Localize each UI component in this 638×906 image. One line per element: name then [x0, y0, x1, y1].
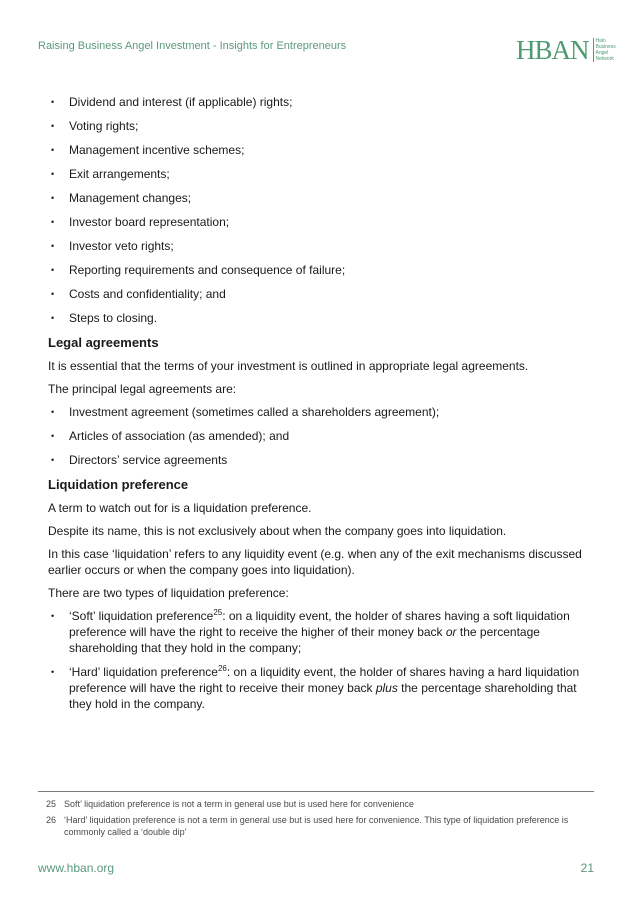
liquidation-paragraph: A term to watch out for is a liquidation preference.: [48, 501, 312, 515]
list-item: • Investment agreement (sometimes called a shareholders agreement);: [48, 404, 598, 420]
terms-list: [48, 94, 598, 326]
list-item: • Investor veto rights;: [48, 238, 598, 254]
footnote-text: ‘Hard’ liquidation preference is not a term in general use but is used here for convenience. This type of liquidation preference is commonly called a ‘double dip’: [64, 815, 569, 837]
emphasis: or: [445, 625, 457, 639]
footnotes: [38, 791, 594, 842]
hard-preference-text: the percentage shareholding that they hold in the company.: [69, 681, 577, 711]
running-header: Raising Business Angel Investment - Insights for Entrepreneurs: [38, 40, 347, 52]
list-item: • Dividend and interest (if applicable) rights;: [48, 94, 598, 110]
website-link[interactable]: www.hban.org: [38, 861, 115, 875]
logo-subtitle: [593, 38, 616, 62]
list-item: • Management changes;: [48, 190, 598, 206]
liquidation-paragraph: There are two types of liquidation preference:: [48, 586, 289, 600]
legal-agreements-heading: Legal agreements: [48, 335, 159, 350]
list-item: • Steps to closing.: [48, 310, 598, 326]
soft-preference-label: ‘Soft’ liquidation preference: [69, 609, 214, 623]
legal-paragraph: It is essential that the terms of your investment is outlined in appropriate legal agreements.: [48, 359, 529, 373]
liquidation-paragraph: In this case ‘liquidation’ refers to any liquidity event (e.g. when any of the exit mechanisms discussed earlier occurs or when the company goes into liquidation).: [48, 547, 582, 577]
liquidation-preference-heading: Liquidation preference: [48, 477, 189, 492]
footnote-number: 26: [46, 815, 57, 825]
liquidation-types-list: [48, 608, 598, 712]
list-item: • Directors’ service agreements: [48, 452, 598, 468]
list-item: • Costs and confidentiality; and: [48, 286, 598, 302]
emphasis: plus: [375, 681, 398, 695]
list-item: • Exit arrangements;: [48, 166, 598, 182]
footnote-ref: 26: [217, 664, 227, 673]
footnote: [38, 814, 594, 838]
list-item: • Reporting requirements and consequence of failure;: [48, 262, 598, 278]
soft-preference-text: the percentage shareholding that they hold in the company;: [69, 625, 540, 655]
logo-wordmark: HBAN: [516, 35, 589, 65]
hard-preference-item: [48, 664, 598, 712]
footnote-ref: 25: [213, 608, 223, 617]
legal-paragraph: The principal legal agreements are:: [48, 382, 237, 396]
legal-agreements-list: [48, 404, 598, 468]
footnote-text: Soft’ liquidation preference is not a term in general use but is used here for convenience: [64, 799, 414, 809]
soft-preference-text: : on a liquidity event, the holder of shares having a soft liquidation preference will have the right to receive the higher of their money back: [69, 609, 570, 639]
logo-line: Halo: [595, 38, 606, 44]
hard-preference-text: : on a liquidity event, the holder of shares having a hard liquidation preference will have the right to receive their money back: [69, 665, 580, 695]
footnote: [38, 798, 594, 810]
hard-preference-label: ‘Hard’ liquidation preference: [69, 665, 218, 679]
hban-logo: [516, 36, 616, 64]
list-item: • Management incentive schemes;: [48, 142, 598, 158]
list-item: • Articles of association (as amended); and: [48, 428, 598, 444]
soft-preference-item: [48, 608, 598, 656]
logo-line: Angel: [595, 50, 609, 56]
page-number: 21: [580, 861, 594, 875]
logo-line: Business: [595, 44, 616, 50]
list-item: • Voting rights;: [48, 118, 598, 134]
liquidation-paragraph: Despite its name, this is not exclusively about when the company goes into liquidation.: [48, 524, 507, 538]
footnote-number: 25: [46, 799, 57, 809]
list-item: • Investor board representation;: [48, 214, 598, 230]
logo-line: Network: [595, 56, 614, 62]
page-content: [48, 94, 598, 720]
